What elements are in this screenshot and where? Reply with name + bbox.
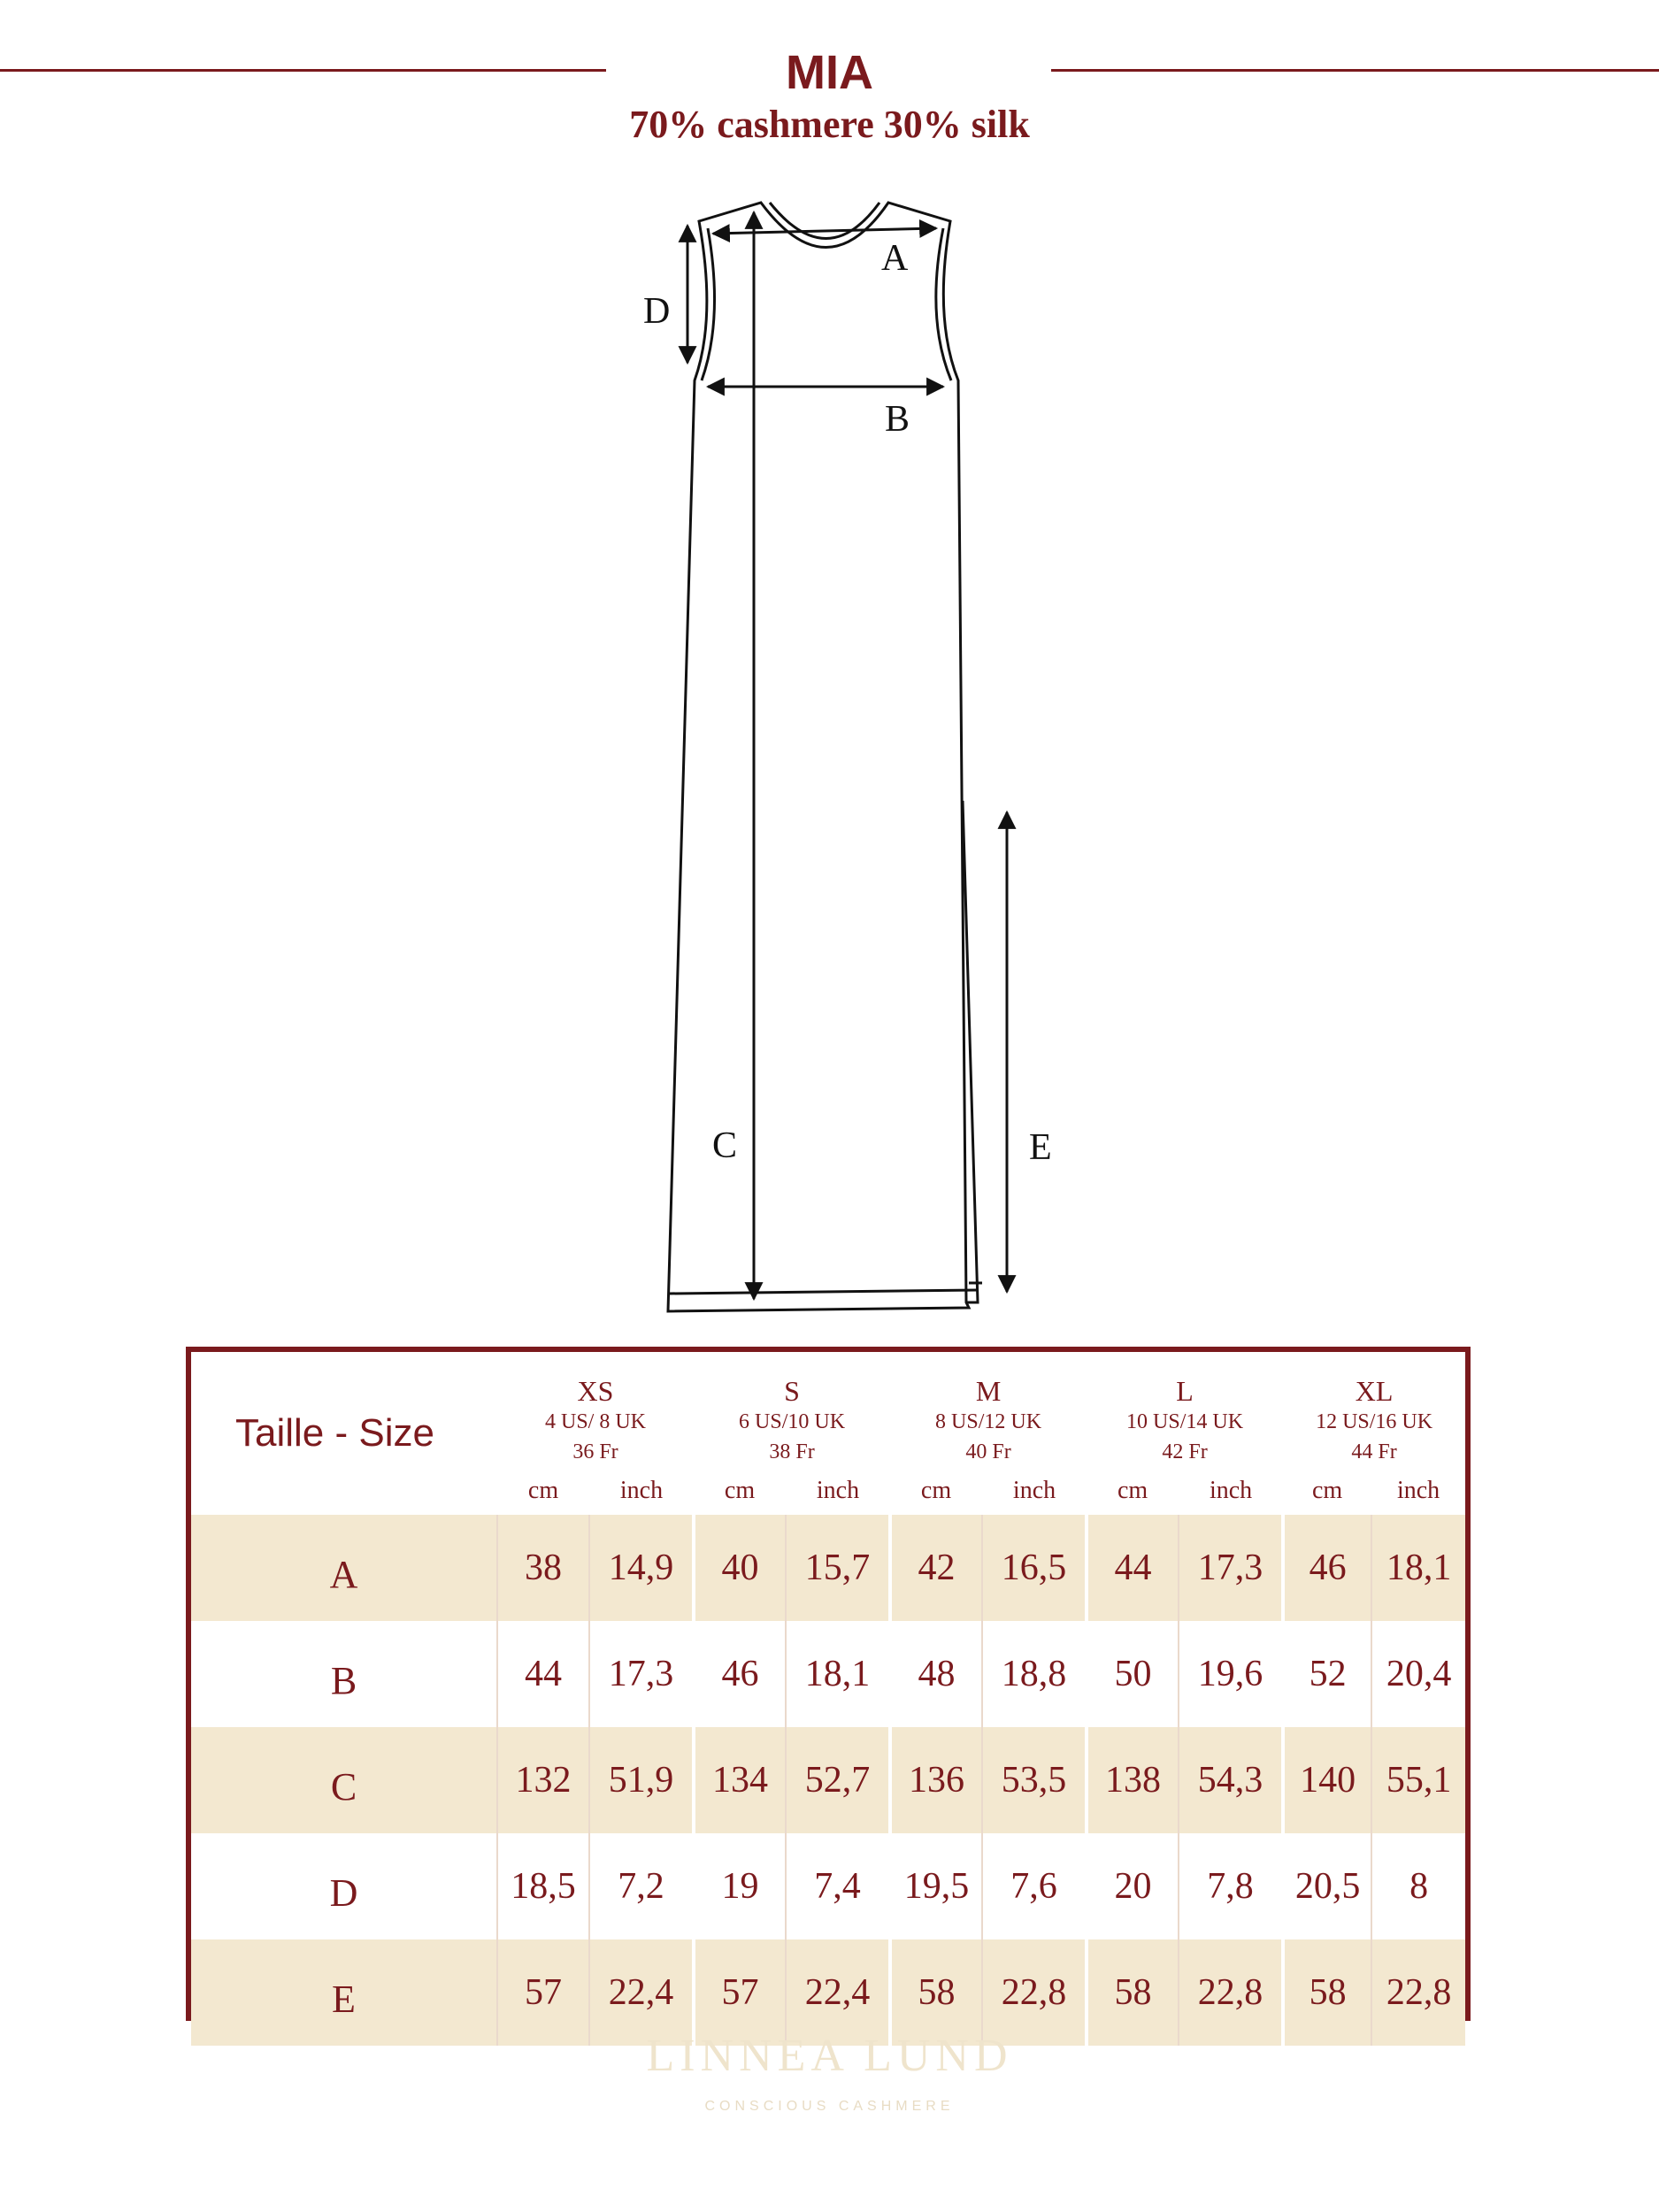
size-label: Taille - Size bbox=[235, 1411, 434, 1455]
table-cell: 7,8 bbox=[1179, 1833, 1283, 1939]
table-cell: 40 bbox=[694, 1515, 786, 1621]
size-xs-header bbox=[497, 1352, 694, 1467]
size-xs-fr: 36 Fr bbox=[572, 1440, 618, 1463]
table-cell: 52,7 bbox=[786, 1727, 890, 1833]
size-m-fr: 40 Fr bbox=[965, 1440, 1011, 1463]
table-cell: 18,8 bbox=[982, 1621, 1087, 1727]
measure-a-label: A bbox=[881, 238, 909, 279]
table-cell: 58 bbox=[890, 1939, 982, 2046]
measure-e-label: E bbox=[1029, 1127, 1052, 1168]
table-cell: 22,8 bbox=[982, 1939, 1087, 2046]
table-row-c bbox=[191, 1727, 1465, 1833]
table-cell: 38 bbox=[497, 1515, 589, 1621]
table-cell: 140 bbox=[1283, 1727, 1371, 1833]
table-cell: 22,4 bbox=[589, 1939, 694, 2046]
table-cell: 19 bbox=[694, 1833, 786, 1939]
size-xl-header bbox=[1283, 1352, 1465, 1467]
size-m-conv: 8 US/12 UK bbox=[935, 1410, 1042, 1433]
size-s-fr: 38 Fr bbox=[769, 1440, 815, 1463]
size-s-header bbox=[694, 1352, 890, 1467]
unit-cm: cm bbox=[1311, 1477, 1343, 1504]
table-cell: 20,5 bbox=[1283, 1833, 1371, 1939]
table-cell: 16,5 bbox=[982, 1515, 1087, 1621]
size-s-name: S bbox=[784, 1375, 800, 1407]
table-cell: 132 bbox=[497, 1727, 589, 1833]
size-l-fr: 42 Fr bbox=[1162, 1440, 1208, 1463]
table-cell: 18,1 bbox=[786, 1621, 890, 1727]
table-cell: 7,4 bbox=[786, 1833, 890, 1939]
row-label: A bbox=[191, 1515, 497, 1621]
table-cell: 18,1 bbox=[1371, 1515, 1465, 1621]
size-xl-conv: 12 US/16 UK bbox=[1316, 1410, 1433, 1433]
table-cell: 44 bbox=[1087, 1515, 1179, 1621]
unit-inch: inch bbox=[816, 1477, 860, 1504]
size-m-name: M bbox=[975, 1375, 1002, 1407]
table-cell: 44 bbox=[497, 1621, 589, 1727]
size-xl-name: XL bbox=[1355, 1375, 1394, 1407]
table-cell: 57 bbox=[497, 1939, 589, 2046]
size-l-conv: 10 US/14 UK bbox=[1126, 1410, 1244, 1433]
table-cell: 51,9 bbox=[589, 1727, 694, 1833]
table-cell: 55,1 bbox=[1371, 1727, 1465, 1833]
table-cell: 22,8 bbox=[1371, 1939, 1465, 2046]
unit-inch: inch bbox=[1396, 1477, 1440, 1504]
size-s-conv: 6 US/10 UK bbox=[739, 1410, 846, 1433]
table-cell: 17,3 bbox=[1179, 1515, 1283, 1621]
row-label: E bbox=[191, 1939, 497, 2046]
table-cell: 42 bbox=[890, 1515, 982, 1621]
table-cell: 54,3 bbox=[1179, 1727, 1283, 1833]
table-cell: 19,6 bbox=[1179, 1621, 1283, 1727]
table-cell: 22,8 bbox=[1179, 1939, 1283, 2046]
table-cell: 17,3 bbox=[589, 1621, 694, 1727]
table-cell: 48 bbox=[890, 1621, 982, 1727]
size-xl-fr: 44 Fr bbox=[1351, 1440, 1397, 1463]
size-l-header bbox=[1087, 1352, 1283, 1467]
measure-d-label: D bbox=[643, 291, 671, 332]
size-m-header bbox=[890, 1352, 1087, 1467]
size-l-name: L bbox=[1176, 1375, 1194, 1407]
table-cell: 14,9 bbox=[589, 1515, 694, 1621]
unit-cm: cm bbox=[724, 1477, 756, 1504]
unit-cm: cm bbox=[920, 1477, 952, 1504]
table-cell: 58 bbox=[1087, 1939, 1179, 2046]
table-cell: 50 bbox=[1087, 1621, 1179, 1727]
measure-a-line bbox=[713, 228, 936, 234]
unit-inch: inch bbox=[1012, 1477, 1056, 1504]
table-cell: 138 bbox=[1087, 1727, 1179, 1833]
unit-cm: cm bbox=[1117, 1477, 1148, 1504]
table-cell: 134 bbox=[694, 1727, 786, 1833]
page-subtitle: 70% cashmere 30% silk bbox=[629, 103, 1030, 146]
table-cell: 20 bbox=[1087, 1833, 1179, 1939]
measure-c-label: C bbox=[712, 1125, 738, 1166]
size-table bbox=[191, 1352, 1465, 2046]
table-row-a bbox=[191, 1515, 1465, 1621]
row-label: D bbox=[329, 1870, 358, 1915]
table-cell: 46 bbox=[694, 1621, 786, 1727]
table-cell: 15,7 bbox=[786, 1515, 890, 1621]
size-table-frame bbox=[186, 1347, 1471, 2021]
size-xs-conv: 4 US/ 8 UK bbox=[545, 1410, 647, 1433]
unit-inch: inch bbox=[1209, 1477, 1253, 1504]
page-title: MIA bbox=[786, 46, 873, 99]
size-xs-name: XS bbox=[577, 1375, 614, 1407]
table-cell: 52 bbox=[1283, 1621, 1371, 1727]
size-header-row bbox=[191, 1352, 1465, 1467]
unit-inch: inch bbox=[619, 1477, 664, 1504]
table-cell: 58 bbox=[1283, 1939, 1371, 2046]
table-cell: 136 bbox=[890, 1727, 982, 1833]
table-cell: 19,5 bbox=[890, 1833, 982, 1939]
table-cell: 22,4 bbox=[786, 1939, 890, 2046]
table-cell: 20,4 bbox=[1371, 1621, 1465, 1727]
table-cell: 7,6 bbox=[982, 1833, 1087, 1939]
row-label: B bbox=[330, 1658, 357, 1702]
measure-b-label: B bbox=[885, 399, 910, 440]
table-cell: 57 bbox=[694, 1939, 786, 2046]
row-label: C bbox=[191, 1727, 497, 1833]
table-cell: 7,2 bbox=[589, 1833, 694, 1939]
brand-tagline: CONSCIOUS CASHMERE bbox=[704, 2099, 955, 2114]
table-cell: 8 bbox=[1371, 1833, 1465, 1939]
table-cell: 18,5 bbox=[497, 1833, 589, 1939]
brand-logo: LINNEA LUND bbox=[646, 2031, 1013, 2081]
table-cell: 46 bbox=[1283, 1515, 1371, 1621]
unit-cm: cm bbox=[527, 1477, 559, 1504]
table-row-b bbox=[191, 1621, 1465, 1727]
table-cell: 53,5 bbox=[982, 1727, 1087, 1833]
table-row-d bbox=[191, 1833, 1465, 1939]
